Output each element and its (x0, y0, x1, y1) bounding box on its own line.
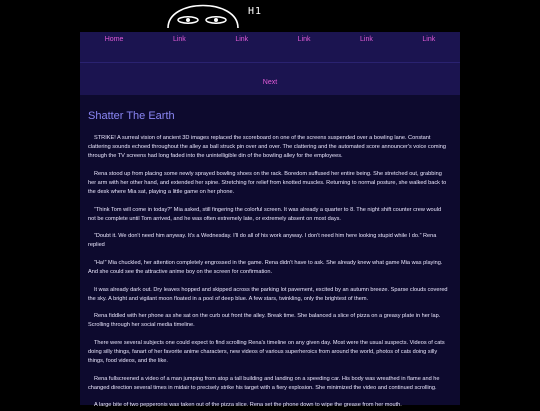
story-paragraph: Rena stood up from placing some newly sprayed bowling shoes on the rack. Boredom suffused her entire being. She stretched out, grabbing her arm with her other hand, and extended her spine. Stretching for relief from knotted muscles. Returning to normal posture, she walked back to the desk where Mia sat, playing a little game on her phone. (88, 170, 447, 195)
nav-links-row (80, 36, 460, 43)
story-paragraph: “Ha!” Mia chuckled, her attention completely engrossed in the game. Rena didn't have to ask. She already knew what game Mia was playing. And she could see the attractive anime boy on the screen for confirmation. (88, 259, 443, 276)
top-navigation (80, 32, 460, 62)
page-title: Shatter The Earth (88, 110, 175, 122)
story-paragraph: “Doubt it. We don't need him anyway. It's a Wednesday. I'll do all of his work anyway. I don't need him here looking stupid while I do.” Rena replied (88, 233, 437, 249)
face-logo-icon (160, 0, 250, 32)
site-logo[interactable] (0, 0, 540, 32)
nav-link-1[interactable]: Link (172, 36, 186, 43)
site-frame (80, 32, 460, 409)
story-paragraph: A large bite of two pepperonis was taken out of the pizza slice. Rena set the phone down to wipe the grease from her mouth. (94, 402, 402, 409)
story-paragraph: STRIKE! A surreal vision of ancient 3D images replaced the scoreboard on one of the screens suspended over a bowling lane. Constant clattering sounds echoed throughout the alley as ball struck pin over and over. The clattering and the automated score announcer's voice coming through the TV screens had long faded into the unintelligible din of the bowling alley for the employees. (88, 135, 446, 160)
story-body (88, 134, 450, 411)
story-paragraph: It was already dark out. Dry leaves hopped and skipped across the parking lot pavement, excited by an autumn breeze. Sparse clouds covered the sky. A bright and vigilant moon floated in a pool of deep blue. A few stars, twinkling, only the brightest of them. (88, 286, 448, 302)
next-navigation (80, 62, 460, 95)
story-paragraph: There were several subjects one could expect to find scrolling Rena's timeline on any given day. Most were the usual suspects. Videos of cats doing silly things, fanart of her favorite anime characters, new videos of various superheroics from around the world, photos of cats doing silly things, food videos, and the like. (88, 340, 445, 365)
logo-text: H1 (248, 6, 263, 17)
nav-link-4[interactable]: Link (360, 36, 373, 43)
nav-link-5[interactable]: Link (422, 36, 436, 43)
story-paragraph: Rena fullscreened a video of a man jumping from atop a tall building and landing on a speeding car. His body was wreathed in flame and he changed direction several times in midair to precisely strike his target with a fiery explosion. She minimized the video and continued scrolling. (88, 375, 440, 391)
story-paragraph: “Think Tom will come in today?” Mia asked, still fingering the colorful screen. It was already a quarter to 8. The night shift counter crew would not be complete until Tom arrived, and he was often extremely late, or extremely absent on most days. (88, 206, 442, 222)
next-link[interactable]: Next (262, 79, 278, 86)
nav-link-2[interactable]: Link (235, 36, 249, 43)
nav-link-home[interactable]: Home (104, 36, 124, 43)
nav-link-3[interactable]: Link (297, 36, 311, 43)
story-paragraph: Rena fiddled with her phone as she sat on the curb out front the alley. Break time. She balanced a slice of pizza on a greasy plate in her lap. Scrolling through her social media timeline. (88, 313, 441, 329)
article-content (88, 110, 450, 409)
